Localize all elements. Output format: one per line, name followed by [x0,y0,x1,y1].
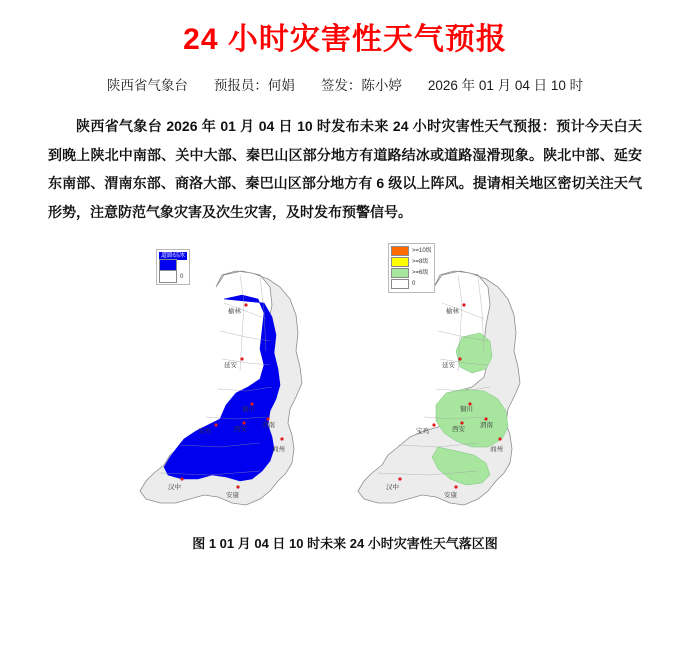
maps-container [120,241,570,531]
svg-text:铜川: 铜川 [242,405,255,413]
svg-text:汉中: 汉中 [386,483,399,491]
svg-text:安康: 安康 [444,491,457,499]
figure-caption: 图 1 01 月 04 日 10 时未来 24 小时灾害性天气落区图 [192,535,498,551]
svg-text:渭南: 渭南 [480,421,493,429]
svg-text:榆林: 榆林 [228,307,241,315]
legend-swatch-gust-6 [391,268,409,278]
legend-swatch-gust-10 [391,246,409,256]
page-title: 24 小时灾害性天气预报 [183,23,507,56]
right-map-gust [358,271,520,505]
right-legend-item-0 [391,246,432,257]
legend-swatch-gust-none [391,279,409,289]
meta-forecaster: 预报员：何娟 [213,78,295,93]
svg-text:商州: 商州 [490,445,503,453]
right-legend-item-1 [391,257,432,268]
meta-issuer: 陕西省气象台 [106,78,188,93]
svg-text:汉中: 汉中 [168,483,181,491]
document-meta [0,64,690,100]
svg-text:商州: 商州 [272,445,285,453]
svg-text:延安: 延安 [442,361,455,369]
right-legend-label-2: >=6级 [412,269,429,276]
right-legend-label-3: 0 [412,280,416,287]
left-map-ice-region [164,295,280,481]
right-legend-label-1: >=8级 [412,258,429,265]
meta-signer: 签发：陈小婷 [320,78,402,93]
legend-swatch-gust-8 [391,257,409,267]
right-legend-item-2 [391,268,432,279]
right-map-legend [388,243,435,293]
svg-text:宝鸡: 宝鸡 [416,427,429,435]
svg-text:铜川: 铜川 [460,405,473,413]
svg-text:宝鸡: 宝鸡 [198,427,211,435]
legend-swatch-none [159,270,177,283]
svg-text:西安: 西安 [234,425,247,433]
left-legend-title: 道路结冰 [161,252,186,259]
figure-area [0,241,690,551]
svg-text:安康: 安康 [226,491,239,499]
forecast-paragraph: 陕西省气象台 2026 年 01 月 04 日 10 时发布未来 24 小时灾害性天气预报：预计今天白天到晚上陕北中南部、关中大部、秦巴山区部分地方有道路结冰或道路湿滑现象。陕北中部、延安东南部、渭南东部、商洛大部、秦巴山区部分地方有 6 级以上阵风。提请相关地区密切关注天气形势，注意防范气象灾害及次生灾害，及时发布预警信号。 [48,118,642,221]
left-map-road-ice [140,271,302,505]
svg-text:榆林: 榆林 [446,307,459,315]
svg-text:西安: 西安 [452,425,465,433]
meta-datetime: 2026 年 01 月 04 日 10 时 [427,78,584,93]
svg-text:延安: 延安 [224,361,237,369]
right-legend-item-3 [391,279,432,290]
right-map-gust-north [456,333,492,373]
right-legend-label-0: >=10级 [412,247,432,254]
forecast-body [0,100,690,227]
svg-text:渭南: 渭南 [262,421,275,429]
left-legend-item-1 [159,271,187,282]
left-map-legend [156,249,190,286]
left-legend-label-1: 0 [180,273,184,280]
